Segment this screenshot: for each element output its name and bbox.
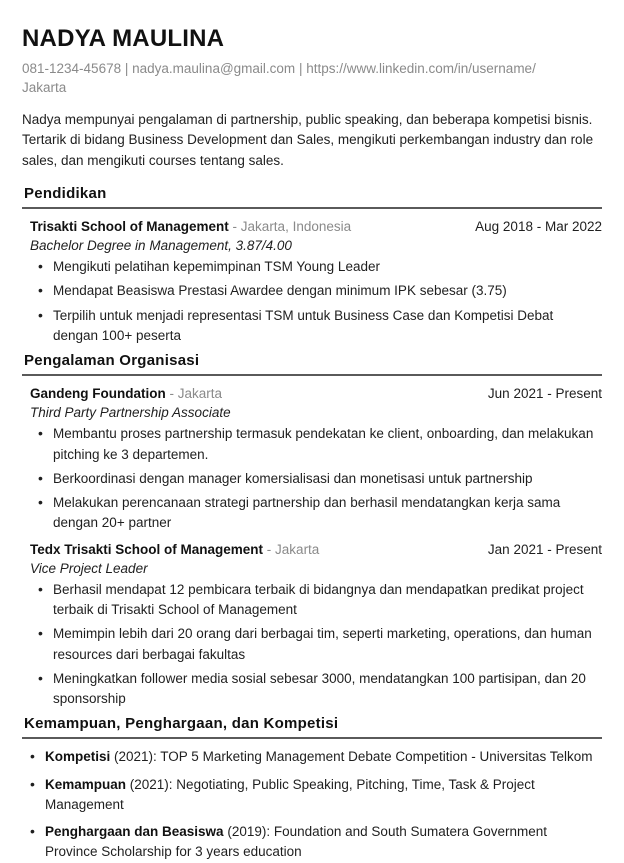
section-divider-skills	[22, 737, 602, 739]
list-item: • Berhasil mendapat 12 pembicara terbaik di bidangnya dan mendapatkan predikat project terbaik di Trisakti School of Management	[30, 580, 602, 621]
list-item: • Mendapat Beasiswa Prestasi Awardee dengan minimum IPK sebesar (3.75)	[30, 281, 602, 301]
entry-title-group	[30, 384, 222, 403]
entry-header	[30, 217, 602, 236]
organization-date-range: Jun 2021 - Present	[487, 386, 602, 402]
organization-date-range: Jan 2021 - Present	[487, 541, 602, 557]
location-text: Jakarta	[22, 80, 67, 96]
email-text: nadya.maulina@gmail.com	[132, 60, 296, 76]
organization-name: Gandeng Foundation	[30, 386, 166, 402]
section-title-skills: Kemampuan, Penghargaan, dan Kompetisi	[24, 715, 339, 733]
organization-location: Jakarta	[177, 386, 223, 402]
organization-dash: -	[165, 386, 178, 402]
education-date-range: Aug 2018 - Mar 2022	[475, 218, 602, 234]
skill-text: (2019): Foundation and South Sumatera Government Province Scholarship for 3 years education	[45, 824, 548, 860]
organization-name: Tedx Trisakti School of Management	[30, 541, 264, 557]
entry-header	[30, 540, 602, 559]
entry-title-group	[30, 217, 351, 236]
list-item: • Memimpin lebih dari 20 orang dari berbagai tim, seperti marketing, operations, dan human resources dari berbagai fakultas	[30, 624, 602, 665]
resume-header	[22, 26, 602, 171]
organization-role-title: Third Party Partnership Associate	[30, 405, 231, 421]
list-item: • Berkoordinasi dengan manager komersialisasi dan monetisasi untuk partnership	[30, 469, 602, 489]
professional-summary: Nadya mempunyai pengalaman di partnership, public speaking, dan beberapa kompetisi bisnis. Tertarik di bidang Business Development dan Sales, mengikuti perkembangan industry dan role sales, dan mengikuti courses tentang sales.	[22, 112, 594, 168]
organization-entry	[22, 540, 602, 710]
list-item	[22, 747, 602, 767]
section-education	[22, 185, 602, 346]
phone-text: 081-1234-45678	[22, 60, 122, 76]
section-divider-education	[22, 207, 602, 209]
entry-header	[30, 384, 602, 403]
entry-title-group	[30, 540, 319, 559]
organization-entry	[22, 384, 602, 534]
education-entry	[22, 217, 602, 346]
list-item: • Melakukan perencanaan strategi partnership dan berhasil mendatangkan kerja sama dengan 20+ partner	[30, 493, 602, 534]
section-title-education: Pendidikan	[24, 184, 107, 202]
skill-label: Penghargaan dan Beasiswa	[45, 824, 224, 840]
education-bullet-list	[30, 257, 602, 346]
contact-line	[22, 59, 582, 98]
organization-bullet-list	[30, 424, 602, 533]
organization-location: Jakarta	[275, 541, 320, 557]
list-item: • Membantu proses partnership termasuk pendekatan ke client, onboarding, dan melakukan pitching ke 3 departemen.	[30, 424, 602, 465]
organization-dash: -	[263, 541, 276, 557]
organization-role-title: Vice Project Leader	[30, 560, 148, 576]
institution-name: Trisakti School of Management	[30, 218, 229, 234]
list-item	[22, 822, 602, 863]
list-item: • Mengikuti pelatihan kepemimpinan TSM Young Leader	[30, 257, 602, 277]
section-divider-organization	[22, 374, 602, 376]
skill-text: (2021): TOP 5 Marketing Management Debate Competition - Universitas Telkom	[110, 749, 593, 765]
section-skills-awards	[22, 715, 602, 862]
skill-text: (2021): Negotiating, Public Speaking, Pitching, Time, Task & Project Management	[45, 776, 535, 812]
section-title-organization: Pengalaman Organisasi	[24, 352, 200, 370]
degree-title: Bachelor Degree in Management, 3.87/4.00	[30, 237, 292, 253]
skills-list	[22, 747, 602, 862]
candidate-name: NADYA MAULINA	[22, 25, 225, 52]
linkedin-url: https://www.linkedin.com/in/username/	[306, 60, 536, 76]
institution-location: Jakarta, Indonesia	[240, 218, 352, 234]
skill-label: Kemampuan	[45, 776, 127, 792]
list-item: • Meningkatkan follower media sosial sebesar 3000, mendatangkan 100 partisipan, dan 20 sponsorship	[30, 669, 602, 710]
contact-separator-1: |	[124, 60, 129, 76]
list-item	[22, 775, 602, 816]
institution-dash: -	[228, 218, 241, 234]
organization-bullet-list	[30, 580, 602, 710]
contact-separator-2: |	[298, 60, 303, 76]
section-organization-experience	[22, 352, 602, 709]
skill-label: Kompetisi	[45, 749, 111, 765]
list-item: • Terpilih untuk menjadi representasi TSM untuk Business Case dan Kompetisi Debat dengan 100+ peserta	[30, 306, 602, 347]
